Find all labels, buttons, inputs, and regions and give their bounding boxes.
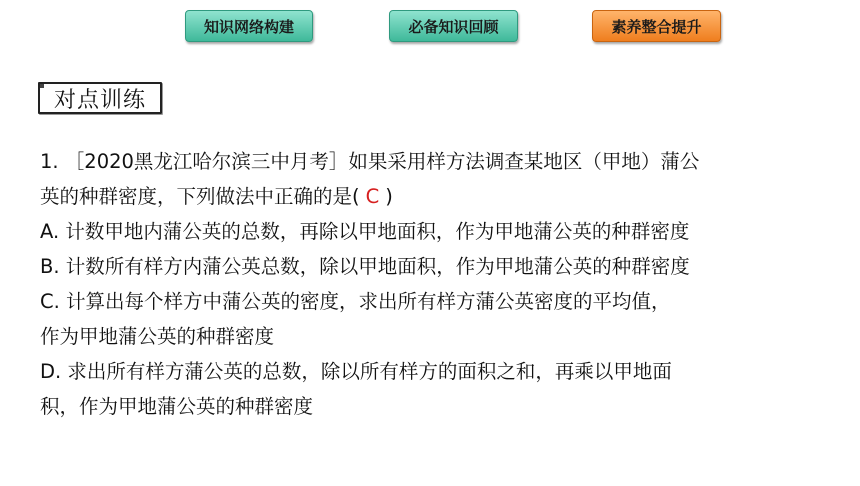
nav-knowledge-network-button[interactable]: 知识网络构建 bbox=[185, 10, 313, 42]
question-stem-line2 bbox=[40, 179, 830, 214]
option-d-line1: D. 求出所有样方蒲公英的总数，除以所有样方的面积之和，再乘以甲地面 bbox=[40, 360, 672, 383]
question-stem-prefix: 英的种群密度，下列做法中正确的是( bbox=[40, 185, 360, 208]
option-c-line1: C. 计算出每个样方中蒲公英的密度，求出所有样方蒲公英密度的平均值， bbox=[40, 290, 671, 313]
nav-literacy-integration-button[interactable]: 素养整合提升 bbox=[592, 10, 721, 42]
question-stem-line1: 1. ［2020黑龙江哈尔滨三中月考］如果采用样方法调查某地区（甲地）蒲公 bbox=[40, 150, 700, 173]
section-title: 对点训练 bbox=[38, 82, 162, 114]
option-c-line2: 作为甲地蒲公英的种群密度 bbox=[40, 325, 275, 348]
option-b: B. 计数所有样方内蒲公英总数，除以甲地面积，作为甲地蒲公英的种群密度 bbox=[40, 255, 690, 278]
question-block bbox=[40, 144, 830, 424]
nav-essential-knowledge-button[interactable]: 必备知识回顾 bbox=[389, 10, 518, 42]
question-stem-suffix: ) bbox=[385, 185, 393, 208]
option-d-line2: 积，作为甲地蒲公英的种群密度 bbox=[40, 395, 314, 418]
option-a: A. 计数甲地内蒲公英的总数，再除以甲地面积，作为甲地蒲公英的种群密度 bbox=[40, 220, 690, 243]
answer-text: C bbox=[365, 185, 380, 208]
